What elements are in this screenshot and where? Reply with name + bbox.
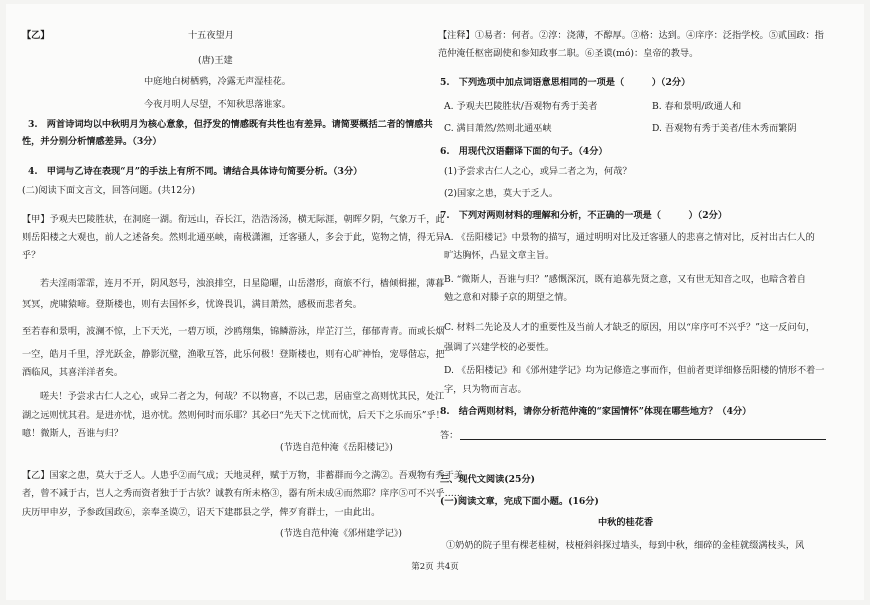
right-text-line: (1)予尝求古仁人之心，或异二者之为，何哉？: [444, 166, 632, 177]
left-text-line: 酒临风，其喜洋洋者矣。: [22, 367, 124, 378]
answer-line[interactable]: [460, 439, 826, 440]
right-text-line: 三、现代文阅读(25分): [440, 474, 535, 485]
left-text-line: 4. 甲词与乙诗在表现“月”的手法上有所不同。请结合具体诗句简要分析。（3分）: [28, 166, 363, 177]
right-text-line: 字，只为物而言志。: [444, 384, 527, 395]
page-footer: 第2页 共4页: [411, 562, 459, 572]
right-text-line: D. 吾观物有秀于美者/佳木秀而繁阴: [652, 123, 797, 134]
right-text-line: B. “微斯人，吾谁与归？”感慨深沉，既有追慕先贤之意，又有世无知音之叹，也暗含着自: [444, 274, 806, 285]
right-text-line: A. 《岳阳楼记》中景物的描写，通过明明对比及迁客骚人的悲喜之情对比，反衬出古仁人的: [444, 232, 815, 243]
left-text-line: 【乙】国家之患，莫大于乏人。人患乎②而气成；天地灵秤，赋于万物，非蓄群而今之满②。吾观物有秀于美: [22, 470, 463, 481]
left-text-line: 中庭地白树栖鸦，冷露无声湿桂花。: [144, 76, 291, 87]
left-text-line: 【乙】: [22, 30, 50, 41]
right-text-line: C. 材料二先论及人才的重要性及当前人才缺乏的原因，用以“庠序可不兴乎？”这一反问句，: [444, 322, 816, 333]
left-text-line: 噫！微斯人，吾谁与归？: [22, 428, 124, 439]
right-text-line: 中秋的桂花香: [598, 517, 654, 528]
left-text-line: (节选自范仲淹《岳阳楼记》): [280, 442, 393, 453]
left-text-line: 庆历甲申岁，予参政国政⑥，亲奉圣谟⑦，诏天下建郡县之学，俾歹育群士，一由此出。: [22, 507, 381, 518]
right-text-line: (一)阅读文章，完成下面小题。(16分): [440, 496, 599, 507]
left-text-line: 性，并分别分析情感差异。（3分）: [22, 136, 162, 147]
left-text-line: 【甲】予观夫巴陵胜状，在洞庭一湖。衔远山，吞长江，浩浩汤汤，横无际涯，朝晖夕阴，气象万千，此: [22, 214, 445, 225]
right-text-line: ①奶奶的院子里有棵老桂树，枝桠斜斜探过墙头，每到中秋，细碎的金桂就缀满枝头，风: [446, 540, 805, 551]
right-text-line: 答：: [440, 430, 459, 441]
right-text-line: 7. 下列对两则材料的理解和分析，不正确的一项是（ ）（2分）: [440, 210, 728, 221]
right-text-line: 8. 结合两则材料，请你分析范仲淹的“家国情怀”体现在哪些地方？（4分）: [440, 406, 752, 417]
right-text-line: A. 予观夫巴陵胜状/吾观物有秀于美者: [444, 101, 598, 112]
left-text-line: 3. 两首诗词均以中秋明月为核心意象，但抒发的情感既有共性也有差异。请简要概括二者的情感共: [28, 119, 433, 130]
right-text-line: 勉之意和对滕子京的期望之情。: [444, 292, 573, 303]
left-text-line: 一空，皓月千里，浮光跃金，静影沉璧，渔歌互答，此乐何极！登斯楼也，则有心旷神怡，宠辱偕忘，把: [22, 349, 445, 360]
right-text-line: 范仲淹任枢密副使和参知政事二职。⑥圣谟(mó)：皇帝的教导。: [438, 48, 699, 59]
left-text-line: (节选自范仲淹《邠州建学记》): [280, 528, 403, 539]
left-text-line: 若夫淫雨霏霏，连月不开，阴风怒号，浊浪排空，日星隐曜，山岳潜形，商旅不行，樯倾楫摧，薄暮: [40, 278, 445, 289]
left-text-line: 嗟夫！予尝求古仁人之心，或异二者之为，何哉？不以物喜，不以己悲，居庙堂之高则忧其民，处江: [40, 391, 445, 402]
exam-page: [6, 4, 864, 600]
left-text-line: 今夜月明人尽望，不知秋思落谁家。: [144, 99, 291, 110]
right-text-line: 6. 用现代汉语翻译下面的句子。（4分）: [440, 146, 608, 157]
right-text-line: C. 满目萧然/然则北通巫峡: [444, 123, 552, 134]
left-text-line: 者，曾不减于古，岂人之秀而资者独于于古欤？诚教有所未格③，器有所未成④而然耶？庠序⑤可不兴乎……: [22, 488, 463, 499]
left-text-line: (二)阅读下面文言文，回答问题。(共12分): [22, 185, 196, 196]
right-text-line: 【注释】①易者：何者。②淳：浇薄，不醇厚。③格：达到。④庠序：泛指学校。⑤贰国政：指: [438, 30, 824, 41]
left-text-line: 至若春和景明，波澜不惊，上下天光，一碧万顷，沙鸥翔集，锦鳞游泳，岸芷汀兰，郁郁青青。而或长烟: [22, 326, 445, 337]
left-text-line: 冥冥，虎啸猿啼。登斯楼也，则有去国怀乡，忧谗畏讥，满目萧然，感极而悲者矣。: [22, 299, 362, 310]
left-text-line: 则岳阳楼之大观也，前人之述备矣。然则北通巫峡，南极潇湘，迁客骚人，多会于此，览物之情，得无异: [22, 232, 445, 243]
left-text-line: 湖之远则忧其君。是进亦忧，退亦忧。然则何时而乐耶？其必曰“先天下之忧而忧，后天下之乐而乐”乎！: [22, 410, 445, 421]
right-text-line: D. 《岳阳楼记》和《邠州建学记》均为记修造之事而作，但前者更详细修岳阳楼的情形不着一: [444, 365, 825, 376]
right-text-line: (2)国家之患，莫大于乏人。: [444, 188, 559, 199]
right-text-line: 5. 下列选项中加点词语意思相同的一项是（ ）（2分）: [440, 77, 691, 88]
right-text-line: 强调了兴建学校的必要性。: [444, 342, 555, 353]
left-text-line: 十五夜望月: [188, 30, 234, 41]
right-text-line: 旷达胸怀，凸显文章主旨。: [444, 250, 555, 261]
right-text-line: B. 春和景明/政通人和: [652, 101, 742, 112]
left-text-line: 乎？: [22, 250, 41, 261]
left-text-line: (唐)王建: [198, 55, 233, 66]
